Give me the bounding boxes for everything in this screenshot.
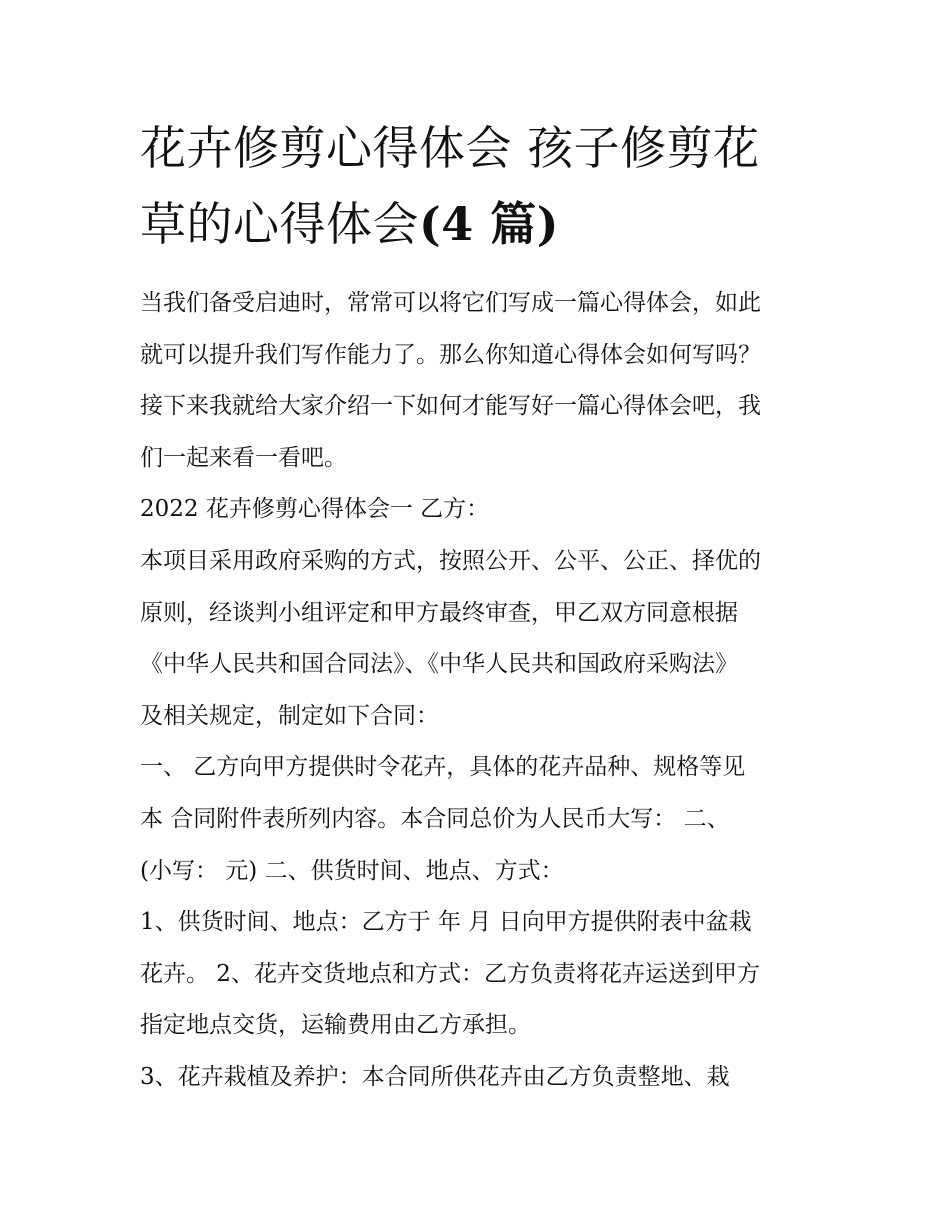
title-line-2 — [140, 186, 820, 262]
contract-clause-1 — [140, 742, 820, 897]
paragraph-line: 一、 乙方向甲方提供时令花卉，具体的花卉品种、规格等见 — [140, 754, 746, 781]
paragraph-line: 3、花卉栽植及养护：本合同所供花卉由乙方负责整地、栽 — [140, 1063, 730, 1090]
paragraph-line: 2022 花卉修剪心得体会一 乙方： — [140, 496, 490, 523]
title-line-1: 花卉修剪心得体会 孩子修剪花 — [140, 121, 760, 175]
paragraph-line: 就可以提升我们写作能力了。那么你知道心得体会如何写吗？ — [140, 341, 761, 368]
paragraph-line: 当我们备受启迪时，常常可以将它们写成一篇心得体会，如此 — [140, 290, 761, 316]
document-title — [140, 110, 820, 262]
paragraph-line: 原则，经谈判小组评定和甲方最终审查，甲乙双方同意根据 — [140, 599, 738, 626]
paragraph-line: 们一起来看一看吧。 — [140, 444, 347, 471]
paragraph-line: 本项目采用政府采购的方式，按照公开、公平、公正、择优的 — [140, 547, 761, 574]
paragraph-line: (小写： 元) 二、供货时间、地点、方式： — [140, 857, 564, 884]
paragraph-line: 花卉。 2、花卉交货地点和方式：乙方负责将花卉运送到甲方 — [140, 960, 760, 987]
document-body — [140, 110, 820, 1104]
contract-clause-delivery — [140, 897, 820, 1052]
paragraph-line: 1、供货时间、地点：乙方于 年 月 日向甲方提供附表中盆栽 — [140, 909, 752, 936]
paragraph-line: 及相关规定，制定如下合同： — [140, 702, 439, 729]
title-article-count: (4 篇) — [419, 197, 560, 251]
contract-preamble-paragraph — [140, 536, 820, 742]
paragraph-line: 《中华人民共和国合同法》、《中华人民共和国政府采购法》 — [140, 651, 738, 678]
title-line-2-text: 草的心得体会 — [140, 197, 419, 251]
paragraph-line: 本 合同附件表所列内容。本合同总价为人民币大写： 二、 — [140, 805, 730, 832]
paragraph-line: 指定地点交货，运输费用由乙方承担。 — [140, 1012, 531, 1039]
contract-clause-planting — [140, 1052, 820, 1104]
intro-paragraph — [140, 278, 820, 484]
paragraph-line: 接下来我就给大家介绍一下如何才能写好一篇心得体会吧，我 — [140, 393, 761, 420]
section-heading-1 — [140, 484, 820, 536]
